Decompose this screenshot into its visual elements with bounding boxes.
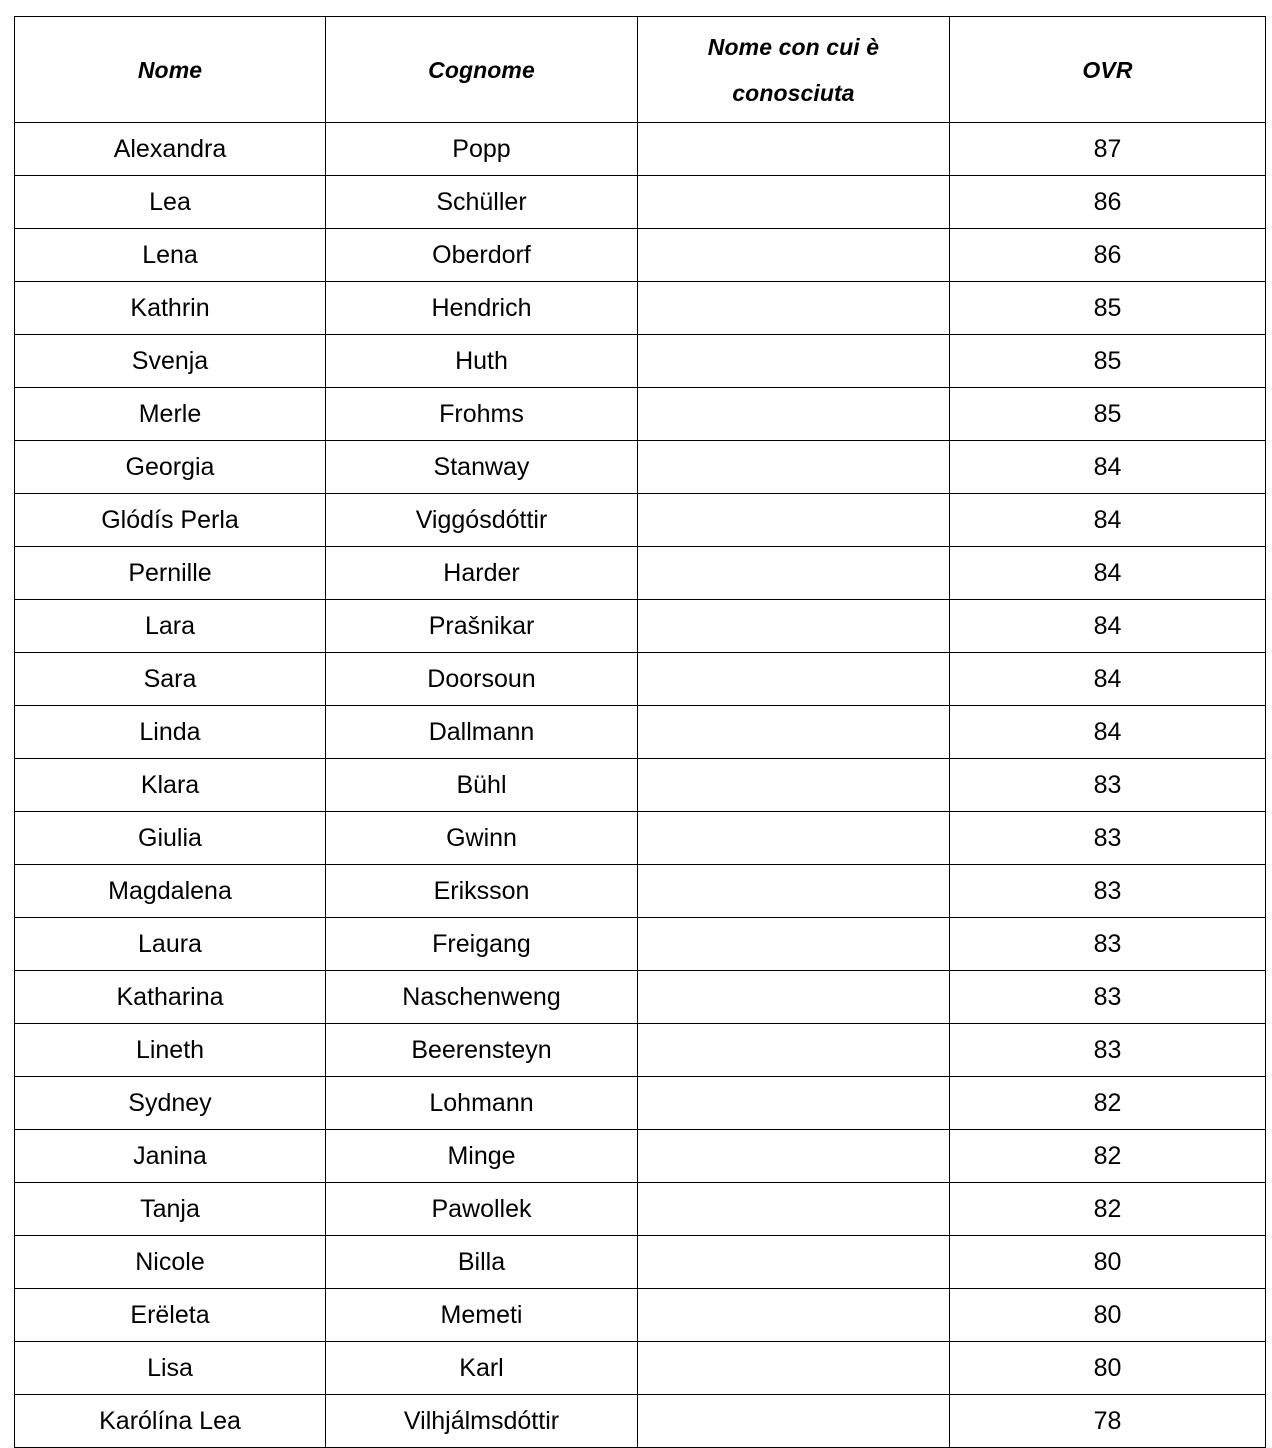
cell-nome: Glódís Perla (15, 494, 326, 547)
table-row (15, 653, 1266, 706)
cell-cognome: Billa (326, 1236, 638, 1289)
cell-alias (638, 1130, 950, 1183)
cell-ovr: 83 (950, 971, 1266, 1024)
cell-cognome: Harder (326, 547, 638, 600)
cell-ovr: 83 (950, 918, 1266, 971)
cell-ovr: 83 (950, 865, 1266, 918)
cell-cognome: Beerensteyn (326, 1024, 638, 1077)
table-row (15, 494, 1266, 547)
table-body (15, 123, 1266, 1448)
cell-nome: Tanja (15, 1183, 326, 1236)
table-row (15, 600, 1266, 653)
cell-alias (638, 1342, 950, 1395)
cell-alias (638, 441, 950, 494)
column-header-nome (15, 17, 326, 123)
cell-cognome: Karl (326, 1342, 638, 1395)
cell-cognome: Viggósdóttir (326, 494, 638, 547)
cell-cognome: Freigang (326, 918, 638, 971)
cell-alias (638, 388, 950, 441)
cell-alias (638, 971, 950, 1024)
cell-ovr: 80 (950, 1236, 1266, 1289)
cell-nome: Georgia (15, 441, 326, 494)
cell-ovr: 83 (950, 759, 1266, 812)
cell-ovr: 80 (950, 1342, 1266, 1395)
cell-nome: Sydney (15, 1077, 326, 1130)
cell-alias (638, 600, 950, 653)
cell-cognome: Stanway (326, 441, 638, 494)
cell-alias (638, 1236, 950, 1289)
table-row (15, 865, 1266, 918)
cell-alias (638, 176, 950, 229)
cell-cognome: Dallmann (326, 706, 638, 759)
table-row (15, 441, 1266, 494)
table-header (15, 17, 1266, 123)
cell-cognome: Gwinn (326, 812, 638, 865)
cell-nome: Lena (15, 229, 326, 282)
cell-ovr: 82 (950, 1130, 1266, 1183)
table-row (15, 229, 1266, 282)
cell-nome: Sara (15, 653, 326, 706)
column-header-cognome (326, 17, 638, 123)
cell-nome: Nicole (15, 1236, 326, 1289)
cell-cognome: Huth (326, 335, 638, 388)
cell-nome: Lisa (15, 1342, 326, 1395)
cell-cognome: Minge (326, 1130, 638, 1183)
cell-nome: Kathrin (15, 282, 326, 335)
table-row (15, 1024, 1266, 1077)
cell-ovr: 80 (950, 1289, 1266, 1342)
cell-ovr: 84 (950, 494, 1266, 547)
cell-ovr: 83 (950, 1024, 1266, 1077)
cell-alias (638, 1077, 950, 1130)
cell-nome: Pernille (15, 547, 326, 600)
cell-ovr: 84 (950, 441, 1266, 494)
cell-ovr: 84 (950, 653, 1266, 706)
cell-alias (638, 865, 950, 918)
cell-cognome: Naschenweng (326, 971, 638, 1024)
cell-cognome: Prašnikar (326, 600, 638, 653)
table-row (15, 759, 1266, 812)
table-row (15, 1289, 1266, 1342)
cell-cognome: Eriksson (326, 865, 638, 918)
cell-ovr: 84 (950, 547, 1266, 600)
column-header-nome-label: Nome (137, 56, 203, 83)
cell-alias (638, 123, 950, 176)
cell-nome: Svenja (15, 335, 326, 388)
cell-ovr: 85 (950, 282, 1266, 335)
cell-nome: Janina (15, 1130, 326, 1183)
cell-alias (638, 229, 950, 282)
cell-nome: Lea (15, 176, 326, 229)
cell-ovr: 83 (950, 812, 1266, 865)
cell-ovr: 84 (950, 600, 1266, 653)
table-row (15, 1077, 1266, 1130)
column-header-cognome-label: Cognome (428, 56, 535, 83)
cell-alias (638, 653, 950, 706)
table-row (15, 1130, 1266, 1183)
cell-alias (638, 918, 950, 971)
table-row (15, 388, 1266, 441)
cell-alias (638, 812, 950, 865)
cell-ovr: 86 (950, 229, 1266, 282)
cell-cognome: Hendrich (326, 282, 638, 335)
cell-nome: Lara (15, 600, 326, 653)
cell-ovr: 84 (950, 706, 1266, 759)
table-row (15, 812, 1266, 865)
cell-nome: Linda (15, 706, 326, 759)
cell-alias (638, 1183, 950, 1236)
column-header-ovr-label: OVR (1082, 56, 1133, 83)
table-row (15, 282, 1266, 335)
table-row (15, 706, 1266, 759)
column-header-alias (638, 17, 950, 123)
table-row (15, 1183, 1266, 1236)
cell-cognome: Pawollek (326, 1183, 638, 1236)
player-roster-table (14, 16, 1266, 1448)
cell-cognome: Lohmann (326, 1077, 638, 1130)
cell-alias (638, 1395, 950, 1448)
header-row (15, 17, 1266, 123)
cell-ovr: 86 (950, 176, 1266, 229)
table-row (15, 971, 1266, 1024)
cell-alias (638, 282, 950, 335)
cell-nome: Lineth (15, 1024, 326, 1077)
cell-alias (638, 1024, 950, 1077)
table-row (15, 123, 1266, 176)
cell-alias (638, 1289, 950, 1342)
column-header-alias-label-line1: Nome con cui è (707, 33, 880, 60)
cell-cognome: Bühl (326, 759, 638, 812)
cell-cognome: Popp (326, 123, 638, 176)
table-row (15, 547, 1266, 600)
cell-ovr: 82 (950, 1077, 1266, 1130)
cell-cognome: Memeti (326, 1289, 638, 1342)
cell-nome: Katharina (15, 971, 326, 1024)
cell-ovr: 82 (950, 1183, 1266, 1236)
cell-alias (638, 706, 950, 759)
cell-nome: Magdalena (15, 865, 326, 918)
table-row (15, 335, 1266, 388)
table-row (15, 918, 1266, 971)
cell-alias (638, 759, 950, 812)
cell-nome: Karólína Lea (15, 1395, 326, 1448)
table-row (15, 1236, 1266, 1289)
column-header-ovr (950, 17, 1266, 123)
cell-alias (638, 494, 950, 547)
cell-cognome: Vilhjálmsdóttir (326, 1395, 638, 1448)
cell-alias (638, 335, 950, 388)
cell-nome: Alexandra (15, 123, 326, 176)
cell-ovr: 85 (950, 335, 1266, 388)
cell-cognome: Schüller (326, 176, 638, 229)
cell-alias (638, 547, 950, 600)
cell-nome: Erëleta (15, 1289, 326, 1342)
cell-ovr: 85 (950, 388, 1266, 441)
table-row (15, 1342, 1266, 1395)
cell-nome: Laura (15, 918, 326, 971)
cell-nome: Merle (15, 388, 326, 441)
cell-nome: Giulia (15, 812, 326, 865)
cell-ovr: 78 (950, 1395, 1266, 1448)
cell-cognome: Frohms (326, 388, 638, 441)
cell-ovr: 87 (950, 123, 1266, 176)
cell-nome: Klara (15, 759, 326, 812)
column-header-alias-label-line2: conosciuta (732, 79, 855, 106)
table-row (15, 176, 1266, 229)
cell-cognome: Oberdorf (326, 229, 638, 282)
table-row (15, 1395, 1266, 1448)
cell-cognome: Doorsoun (326, 653, 638, 706)
